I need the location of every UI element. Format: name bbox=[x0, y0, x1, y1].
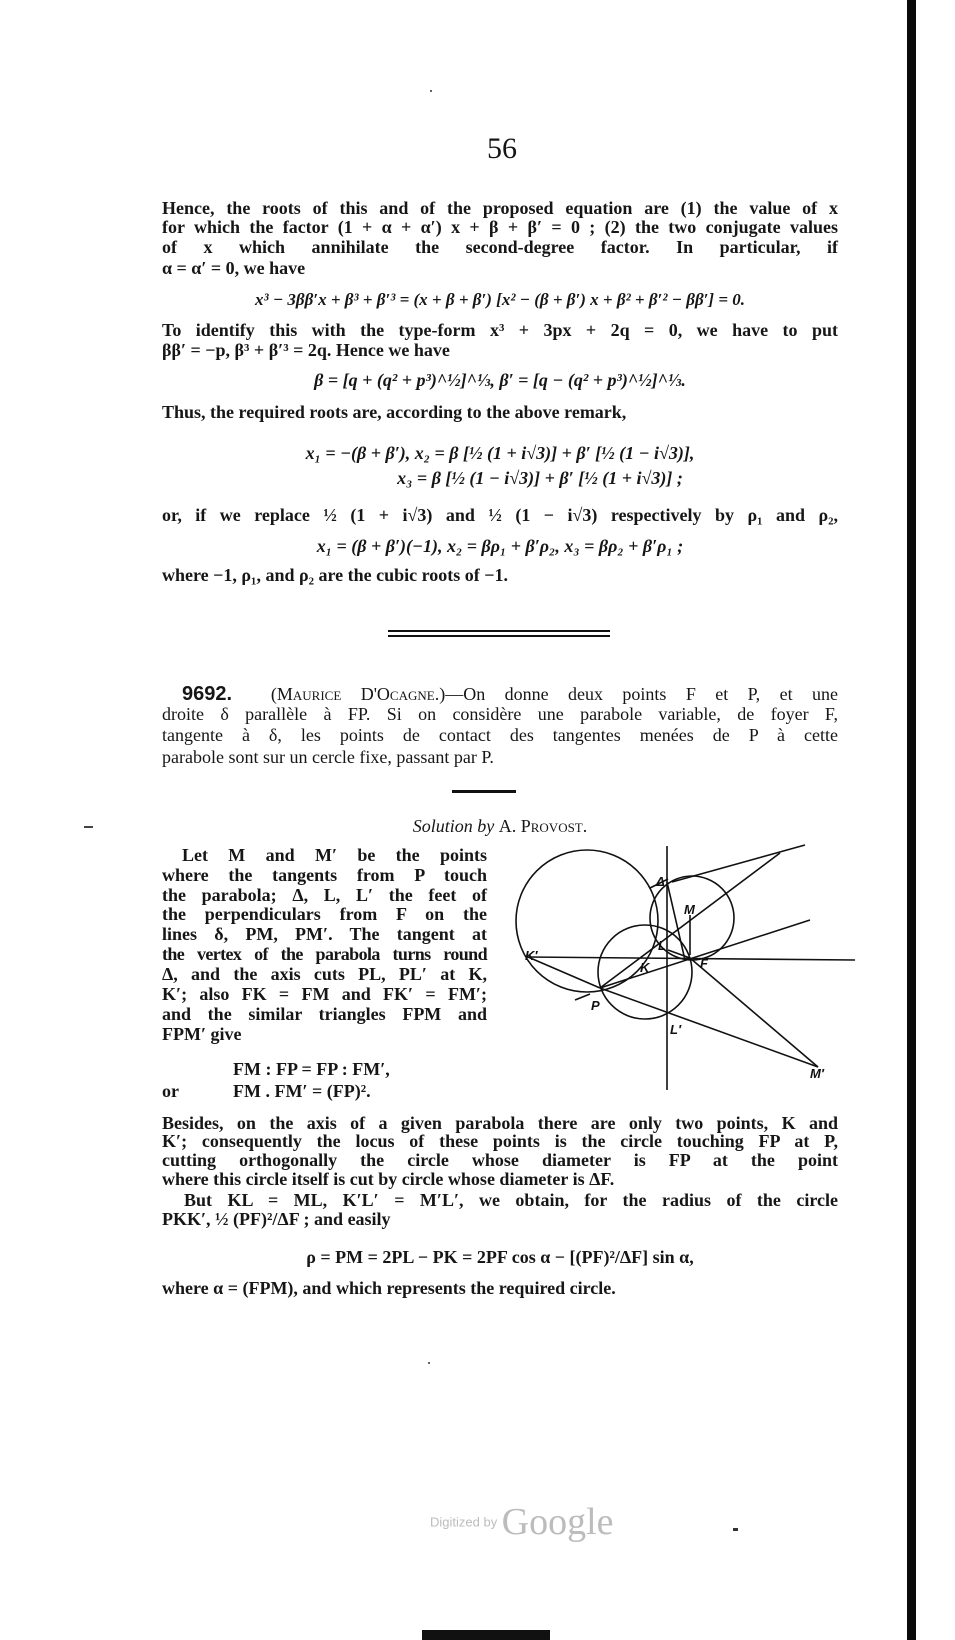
label-m-prime: M′ bbox=[810, 1066, 824, 1081]
solution-line: and the similar triangles FPM and bbox=[162, 1004, 487, 1024]
para6-line: Besides, on the axis of a given parabola there are only two points, K and bbox=[162, 1113, 838, 1133]
para7-line: But KL = ML, K′L′ = M′L′, we obtain, for the radius of the circle bbox=[184, 1190, 838, 1210]
solution-line: the vertex of the parabola turns round bbox=[162, 944, 487, 964]
question-line: droite δ parallèle à FP. Si on considère une parabole variable, de foyer F, bbox=[162, 704, 838, 724]
solution-author: A. Provost. bbox=[498, 816, 588, 836]
solution-line: K′; also FK = FM and FK′ = FM′; bbox=[162, 984, 487, 1004]
label-delta: Δ bbox=[656, 874, 665, 889]
para2-line: ββ′ = −p, β³ + β′³ = 2q. Hence we have bbox=[162, 340, 450, 360]
equation-roots-rho: x₁ = (β + β′)(−1), x₂ = βρ₁ + β′ρ₂, x₃ = βρ₂ + β′ρ₁ ; bbox=[316, 536, 684, 556]
solution-line: FPM′ give bbox=[162, 1024, 242, 1044]
page-number: 56 bbox=[487, 132, 517, 165]
scan-mark bbox=[733, 1528, 738, 1531]
scan-bottom-bar bbox=[422, 1630, 550, 1640]
tangent-delta-line bbox=[672, 845, 805, 882]
label-m: M bbox=[684, 902, 695, 917]
label-l-prime: L′ bbox=[670, 1022, 682, 1037]
para4: or, if we replace ½ (1 + i√3) and ½ (1 − i√3) respectively by ρ₁ and ρ₂, bbox=[162, 505, 838, 525]
label-p: P bbox=[591, 998, 600, 1013]
solution-line: where the tangents from P touch bbox=[162, 865, 487, 885]
para6-line: where this circle itself is cut by circle whose diameter is ΔF. bbox=[162, 1169, 615, 1189]
solution-line: the parabola; Δ, L, L′ the feet of bbox=[162, 885, 487, 905]
para8: where α = (FPM), and which represents the required circle. bbox=[162, 1278, 616, 1298]
solution-line: the perpendiculars from F on the bbox=[162, 904, 487, 924]
equation-radius: ρ = PM = 2PL − PK = 2PF cos α − [(PF)²/ΔF] sin α, bbox=[306, 1247, 694, 1267]
para7-line: PKK′, ½ (PF)²/ΔF ; and easily bbox=[162, 1209, 391, 1229]
question-author: (Maurice D'Ocagne.) bbox=[270, 684, 446, 704]
google-watermark bbox=[430, 1500, 614, 1544]
question-line: parabole sont sur un cercle fixe, passant par P. bbox=[162, 747, 494, 767]
question-number: 9692. bbox=[182, 683, 233, 705]
ratio-or: or bbox=[162, 1081, 179, 1101]
para1-line: for which the factor (1 + α + α′) x + β + β′ = 0 ; (2) the two conjugate values bbox=[162, 217, 838, 237]
tangent-p-stub bbox=[575, 994, 590, 1000]
solution-line: Let M and M′ be the points bbox=[182, 845, 487, 865]
solution-by-prefix: Solution by bbox=[412, 816, 495, 836]
scan-speck bbox=[428, 1362, 430, 1364]
para6-line: K′; consequently the locus of these points is the circle touching FP at P, bbox=[162, 1131, 838, 1151]
equation-factorization: x³ − 3ββ′x + β³ + β′³ = (x + β + β′) [x² − (β + β′) x + β² + β′² − ββ′] = 0. bbox=[254, 290, 746, 309]
label-f: F bbox=[700, 956, 708, 971]
para3: Thus, the required roots are, according to the above remark, bbox=[162, 402, 627, 422]
para5: where −1, ρ₁, and ρ₂ are the cubic roots of −1. bbox=[162, 565, 509, 585]
ratio-equation: FM : FP = FP : FM′, bbox=[233, 1059, 390, 1079]
para2-line: To identify this with the type-form x³ + 3px + 2q = 0, we have to put bbox=[162, 320, 838, 340]
tangent-pm-prime-line bbox=[600, 988, 818, 1067]
equation-roots-b: x₃ = β [½ (1 − i√3)] + β′ [½ (1 + i√3)] ; bbox=[397, 468, 683, 488]
solution-line: lines δ, PM, PM′. The tangent at bbox=[162, 924, 487, 944]
label-l: L bbox=[658, 938, 666, 953]
solution-line: Δ, and the axis cuts PL, PL′ at K, bbox=[162, 964, 487, 984]
question-line: —On donne deux points F et P, et une bbox=[445, 684, 838, 704]
para1-line: α = α′ = 0, we have bbox=[162, 258, 306, 278]
label-k: K bbox=[640, 960, 650, 975]
watermark-prefix: Digitized by bbox=[430, 1514, 498, 1530]
para6-line: cutting orthogonally the circle whose diameter is FP at the point bbox=[162, 1150, 838, 1170]
line-f-m-prime bbox=[690, 958, 818, 1067]
line-delta-f bbox=[667, 882, 685, 960]
question-line: tangente à δ, les points de contact des tangentes menées de P à cette bbox=[162, 725, 838, 745]
para1-line: Hence, the roots of this and of the proposed equation are (1) the value of x bbox=[162, 198, 838, 218]
label-k-prime: K′ bbox=[525, 948, 538, 963]
equation-beta: β = [q + (q² + p³)^½]^⅓, β′ = [q − (q² + p³)^½]^⅓. bbox=[314, 370, 686, 390]
product-equation: FM . FM′ = (FP)². bbox=[233, 1081, 371, 1101]
locus-circle-pkk bbox=[516, 850, 658, 992]
equation-roots-a: x₁ = −(β + β′), x₂ = β [½ (1 + i√3)] + β′ [½ (1 − i√3)], bbox=[305, 443, 695, 463]
para1-line: of x which annihilate the second-degree factor. In particular, if bbox=[162, 237, 838, 257]
watermark-google: Google bbox=[501, 1501, 614, 1543]
line-pf bbox=[600, 920, 810, 988]
